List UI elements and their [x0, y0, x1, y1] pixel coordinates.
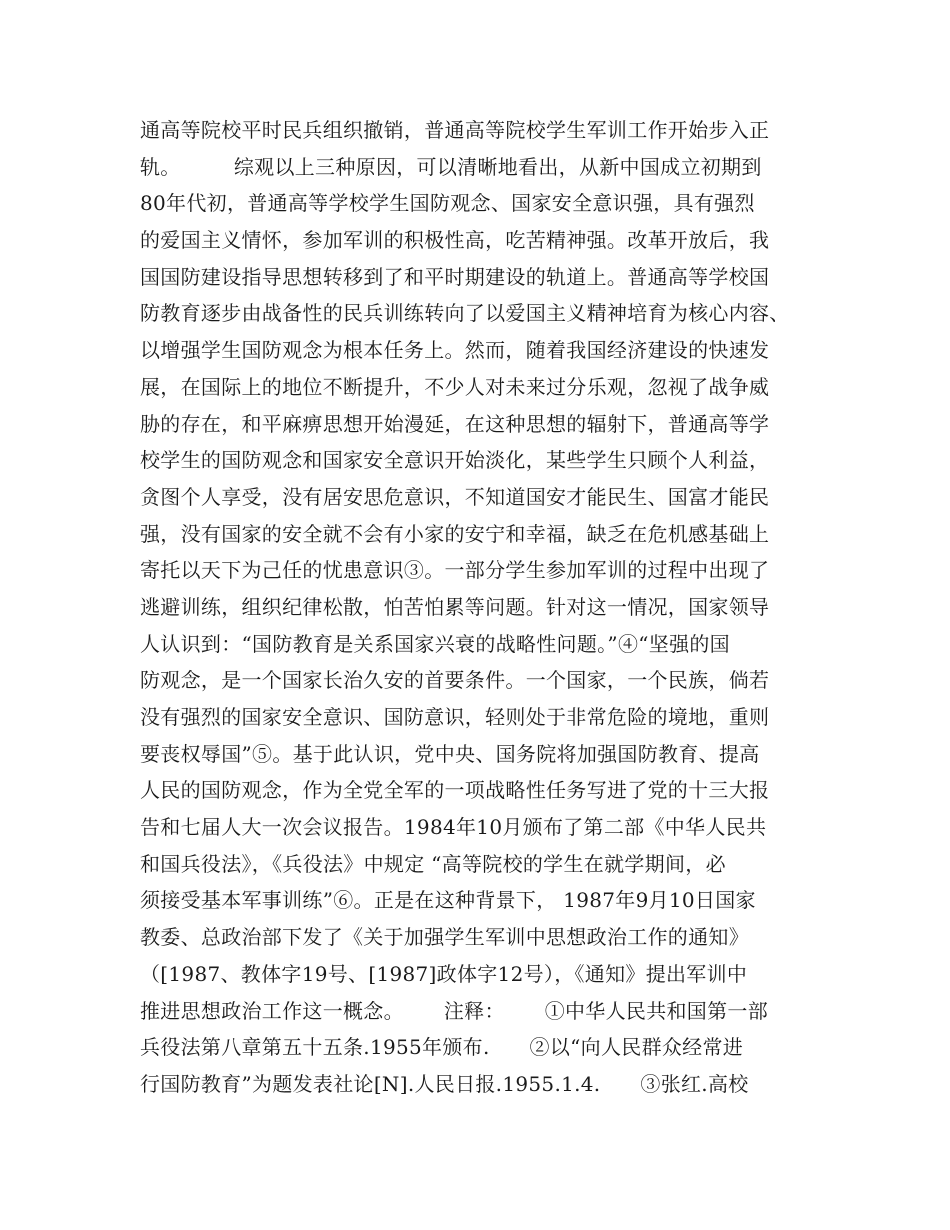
text-line: 校学生的国防观念和国家安全意识开始淡化，某些学生只顾个人利益， [140, 448, 770, 473]
text-line: 行国防教育”为题发表社论[N].人民日报.1955.1.4. ③张红.高校 [140, 1071, 749, 1096]
text-line: 轨。 综观以上三种原因，可以清晰地看出，从新中国成立初期到 [140, 154, 762, 179]
text-line: 逃避训练，组织纪律松散，怕苦怕累等问题。针对这一情况，国家领导 [140, 594, 770, 619]
text-line: 推进思想政治工作这一概念。 注释： ①中华人民共和国第一部 [140, 998, 768, 1023]
text-line: 强，没有国家的安全就不会有小家的安宁和幸福，缺乏在危机感基础上 [140, 521, 770, 546]
text-line: 通高等院校平时民兵组织撤销，普通高等院校学生军训工作开始步入正 [140, 118, 770, 142]
text-line: 80年代初，普通高等学校学生国防观念、国家安全意识强，具有强烈 [140, 191, 755, 216]
text-line: 以增强学生国防观念为根本任务上。然而，随着我国经济建设的快速发 [140, 338, 770, 363]
text-line: 须接受基本军事训练”⑥。正是在这种背景下， 1987年9月10日国家 [140, 888, 756, 913]
text-line: 展，在国际上的地位不断提升，不少人对未来过分乐观，忽视了战争威 [140, 374, 770, 399]
text-line: 告和七届人大一次会议报告。1984年10月颁布了第二部《中华人民共 [140, 815, 767, 840]
text-line: 防观念，是一个国家长治久安的首要条件。一个国家，一个民族，倘若 [140, 668, 770, 693]
text-line: 和国兵役法》，《兵役法》中规定 “高等院校的学生在就学期间，必 [140, 851, 726, 876]
text-line: 胁的存在，和平麻痹思想开始漫延，在这种思想的辐射下，普通高等学 [140, 411, 770, 436]
text-line: 没有强烈的国家安全意识、国防意识，轻则处于非常危险的境地，重则 [140, 705, 770, 729]
text-line: 贪图个人享受，没有居安思危意识，不知道国安才能民生、国富才能民 [140, 484, 770, 509]
body-text [140, 112, 830, 1103]
text-line: 国国防建设指导思想转移到了和平时期建设的轨道上。普通高等学校国 [140, 264, 770, 289]
text-line: 人认识到：“国防教育是关系国家兴衰的战略性问题。”④“坚强的国 [140, 631, 730, 656]
text-line: 要丧权辱国”⑤。基于此认识，党中央、国务院将加强国防教育、提高 [140, 741, 760, 766]
text-line: 人民的国防观念，作为全党全军的一项战略性任务写进了党的十三大报 [140, 778, 770, 803]
text-line: 寄托以天下为己任的忧患意识③。一部分学生参加军训的过程中出现了 [140, 558, 770, 583]
text-line: 的爱国主义情怀，参加军训的积极性高，吃苦精神强。改革开放后，我 [140, 228, 770, 253]
text-line: 防教育逐步由战备性的民兵训练转向了以爱国主义精神培育为核心内容、 [140, 301, 790, 326]
text-line: （[1987、教体字19号、[1987]政体字12号），《通知》提出军训中 [140, 961, 748, 986]
text-line: 教委、总政治部下发了《关于加强学生军训中思想政治工作的通知》 [140, 925, 749, 950]
text-line: 兵役法第八章第五十五条.1955年颁布. ②以“向人民群众经常进 [140, 1035, 744, 1060]
